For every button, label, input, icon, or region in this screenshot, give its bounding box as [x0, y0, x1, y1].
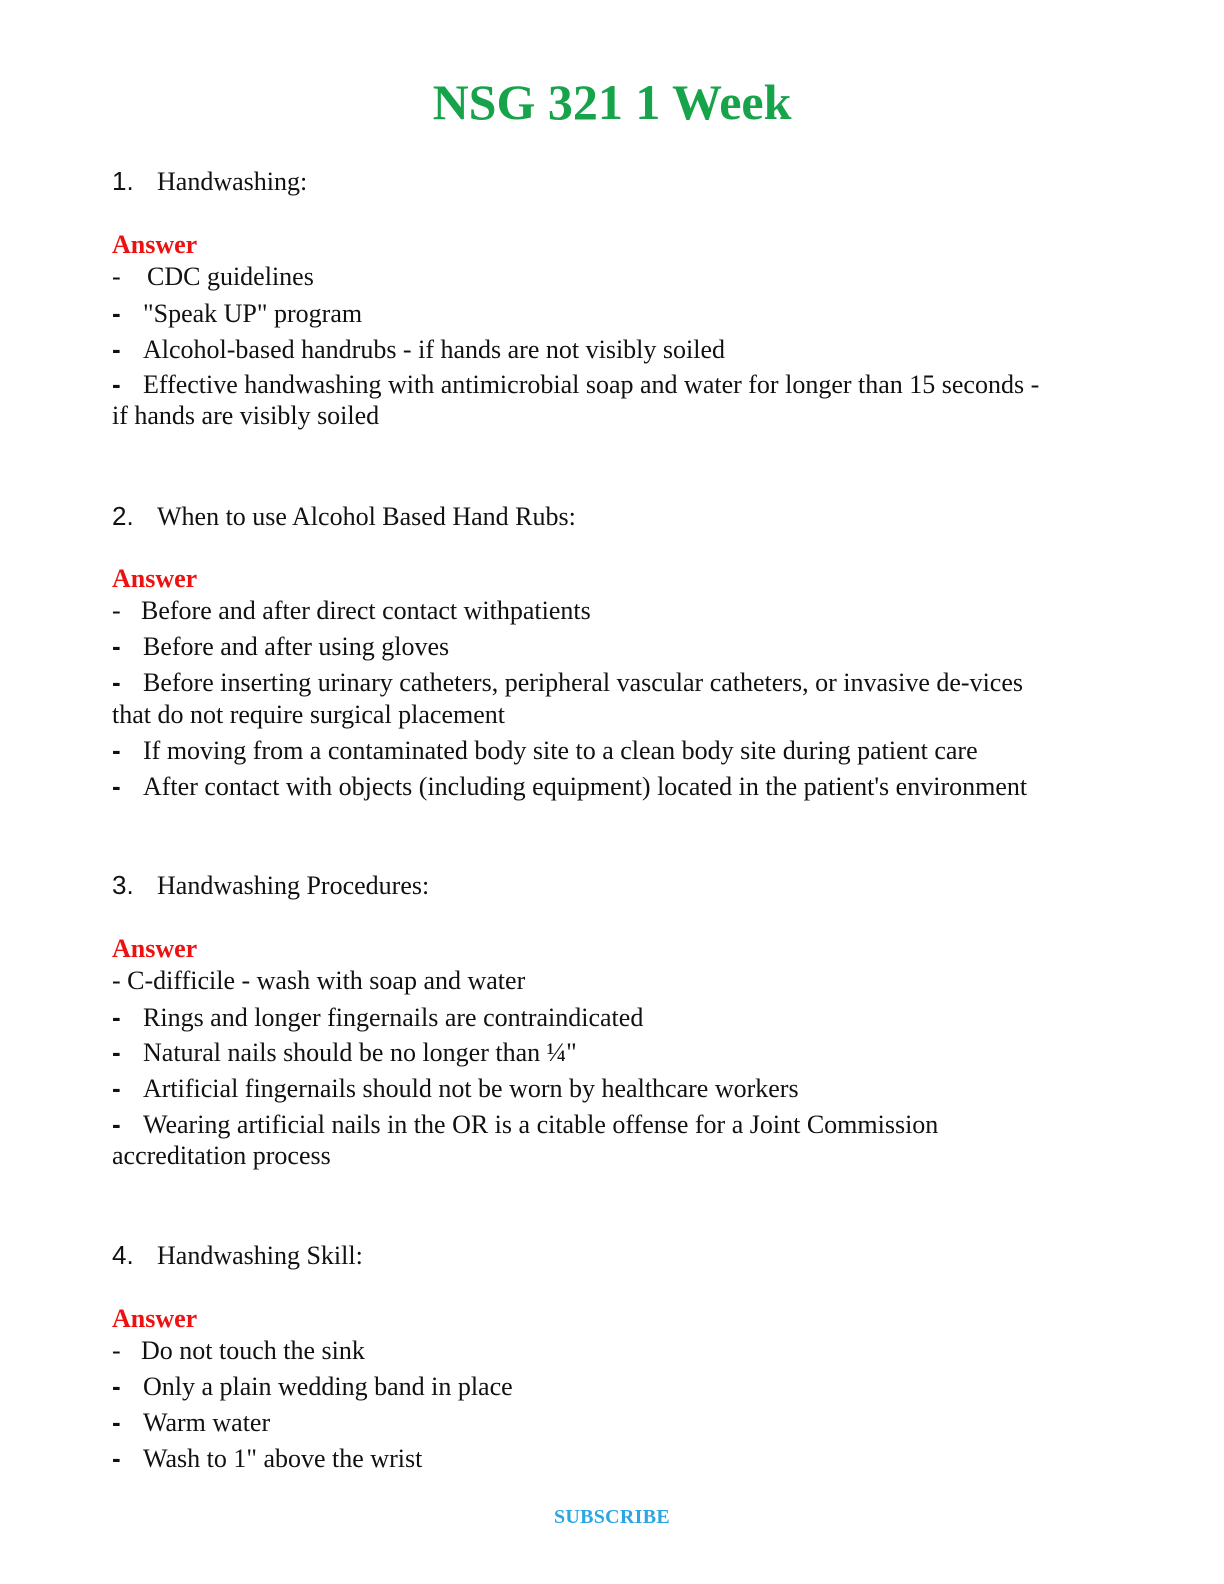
bullet-dash: -: [112, 1336, 121, 1365]
list-item: - Alcohol-based handrubs - if hands are not visibly soiled: [112, 334, 725, 364]
bullet-dash: -: [112, 298, 121, 328]
answer-label: Answer: [112, 564, 198, 593]
list-item: - After contact with objects (including equipment) located in the patient's environment: [112, 771, 1028, 801]
question-text: Handwashing Skill:: [157, 1241, 363, 1270]
question-2: [112, 500, 576, 533]
answer-label: Answer: [112, 934, 198, 963]
bullet-dash: -: [112, 1443, 121, 1473]
answer-label: Answer: [112, 1304, 198, 1333]
list-item: - "Speak UP" program: [112, 298, 363, 328]
bullet-dash: -: [112, 334, 121, 364]
answer-label: Answer: [112, 230, 198, 259]
list-item: - CDC guidelines: [112, 262, 314, 291]
list-item: - Before and after using gloves: [112, 631, 450, 661]
list-item-continued: accreditation process: [112, 1141, 331, 1170]
list-item: - If moving from a contaminated body site to a clean body site during patient care: [112, 735, 978, 765]
list-item: - Only a plain wedding band in place: [112, 1371, 513, 1401]
page-title: NSG 321 1 Week: [432, 74, 792, 130]
question-number: 3.: [112, 870, 134, 900]
bullet-dash: -: [112, 369, 121, 399]
list-item: - Artificial fingernails should not be worn by healthcare workers: [112, 1073, 799, 1103]
list-item: - Do not touch the sink: [112, 1336, 365, 1365]
bullet-dash: -: [112, 1109, 121, 1139]
bullet-dash: -: [112, 596, 121, 625]
list-item: - Warm water: [112, 1407, 271, 1437]
bullet-dash: -: [112, 667, 121, 697]
bullet-dash: -: [112, 631, 121, 661]
bullet-dash: -: [112, 1407, 121, 1437]
bullet-dash: -: [112, 1073, 121, 1103]
list-item: - Before inserting urinary catheters, peripheral vascular catheters, or invasive de-vices: [112, 667, 1024, 697]
list-item: - Wash to 1" above the wrist: [112, 1443, 423, 1473]
bullet-dash: -: [112, 771, 121, 801]
question-number: 1.: [112, 166, 134, 196]
question-text: When to use Alcohol Based Hand Rubs:: [157, 502, 576, 531]
list-item-continued: that do not require surgical placement: [112, 700, 505, 729]
bullet-dash: -: [112, 1371, 121, 1401]
list-item-continued: if hands are visibly soiled: [112, 401, 380, 430]
list-item: - Wearing artificial nails in the OR is a citable offense for a Joint Commission: [112, 1109, 939, 1139]
question-4: [112, 1239, 363, 1272]
bullet-dash: -: [112, 262, 121, 291]
question-number: 2.: [112, 501, 134, 531]
question-number: 4.: [112, 1240, 134, 1270]
list-item: - Rings and longer fingernails are contraindicated: [112, 1002, 644, 1032]
question-1: [112, 165, 307, 198]
subscribe-link[interactable]: SUBSCRIBE: [553, 1506, 671, 1528]
list-item: - Effective handwashing with antimicrobial soap and water for longer than 15 seconds -: [112, 369, 1040, 399]
list-item: - Natural nails should be no longer than ¼": [112, 1037, 577, 1067]
list-item: - Before and after direct contact withpatients: [112, 596, 591, 625]
question-text: Handwashing:: [157, 167, 308, 196]
bullet-dash: -: [112, 1002, 121, 1032]
list-item: - C-difficile - wash with soap and water: [112, 966, 526, 995]
question-3: [112, 869, 429, 902]
bullet-dash: -: [112, 1037, 121, 1067]
question-text: Handwashing Procedures:: [157, 871, 430, 900]
bullet-dash: -: [112, 735, 121, 765]
